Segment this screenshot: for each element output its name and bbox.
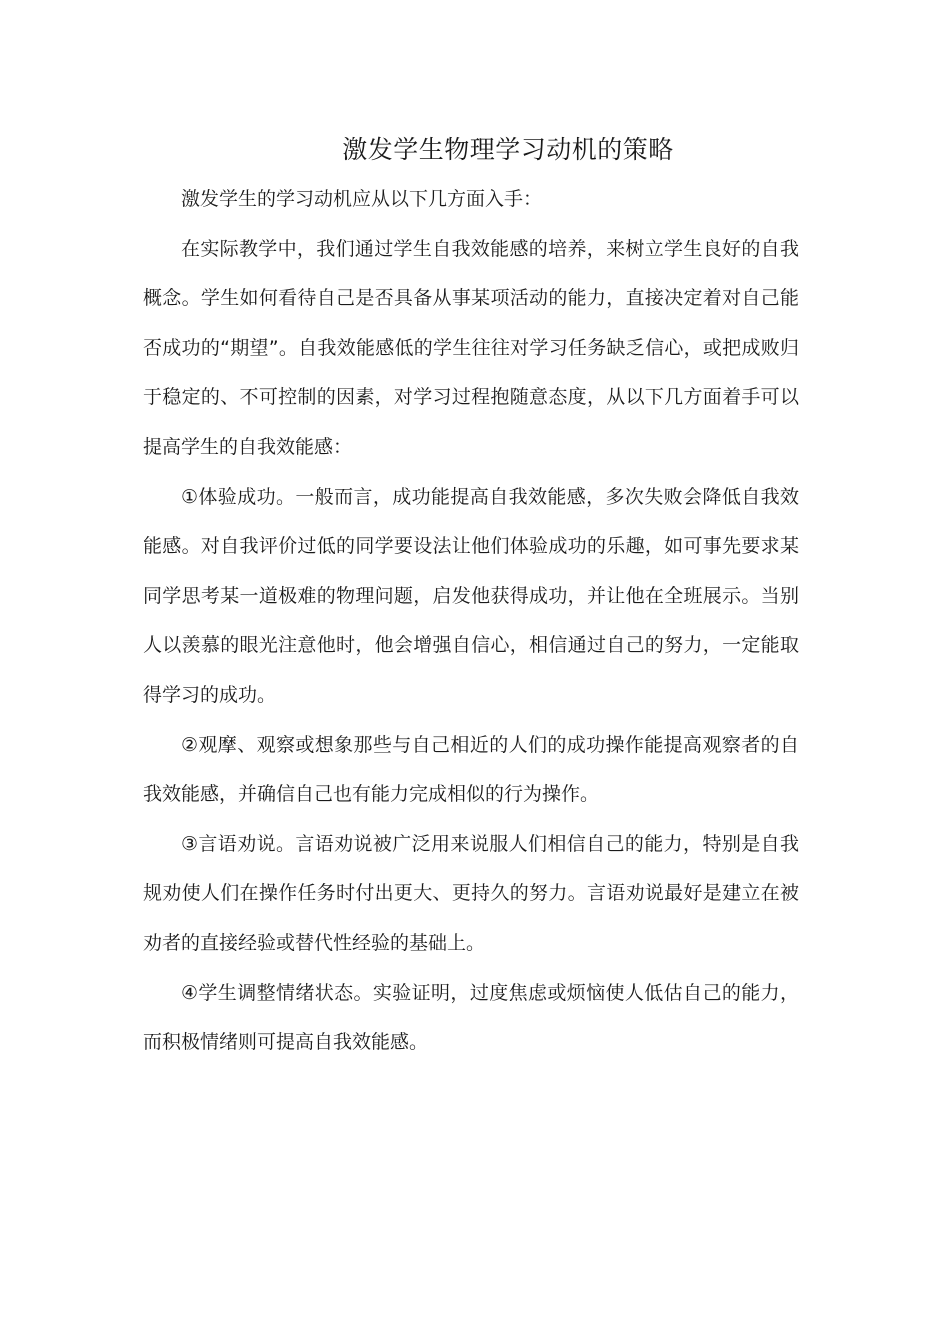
paragraph-point-1: ①体验成功。一般而言，成功能提高自我效能感，多次失败会降低自我效能感。对自我评价过低的同学要设法让他们体验成功的乐趣，如可事先要求某同学思考某一道极难的物理问题，启发他获得成功，并让他在全班展示。当别人以羡慕的眼光注意他时，他会增强自信心，相信通过自己的努力，一定能取得学习的成功。: [143, 485, 799, 706]
paragraph-point-2: ②观摩、观察或想象那些与自己相近的人们的成功操作能提高观察者的自我效能感，并确信自己也有能力完成相似的行为操作。: [143, 733, 799, 806]
paragraph-point-4: ④学生调整情绪状态。实验证明，过度焦虑或烦恼使人低估自己的能力，而积极情绪则可提高自我效能感。: [143, 981, 799, 1054]
document-title: 激发学生物理学习动机的策略: [342, 135, 674, 164]
document-body: [143, 175, 799, 1068]
paragraph-point-3: ③言语劝说。言语劝说被广泛用来说服人们相信自己的能力，特别是自我规劝使人们在操作任务时付出更大、更持久的努力。言语劝说最好是建立在被劝者的直接经验或替代性经验的基础上。: [143, 832, 799, 954]
paragraph-self-efficacy: 在实际教学中，我们通过学生自我效能感的培养，来树立学生良好的自我概念。学生如何看待自己是否具备从事某项活动的能力，直接决定着对自己能否成功的“期望”。自我效能感低的学生往往对学习任务缺乏信心，或把成败归于稳定的、不可控制的因素，对学习过程抱随意态度，从以下几方面着手可以提高学生的自我效能感：: [143, 237, 799, 458]
paragraph-intro: 激发学生的学习动机应从以下几方面入手：: [181, 188, 543, 210]
